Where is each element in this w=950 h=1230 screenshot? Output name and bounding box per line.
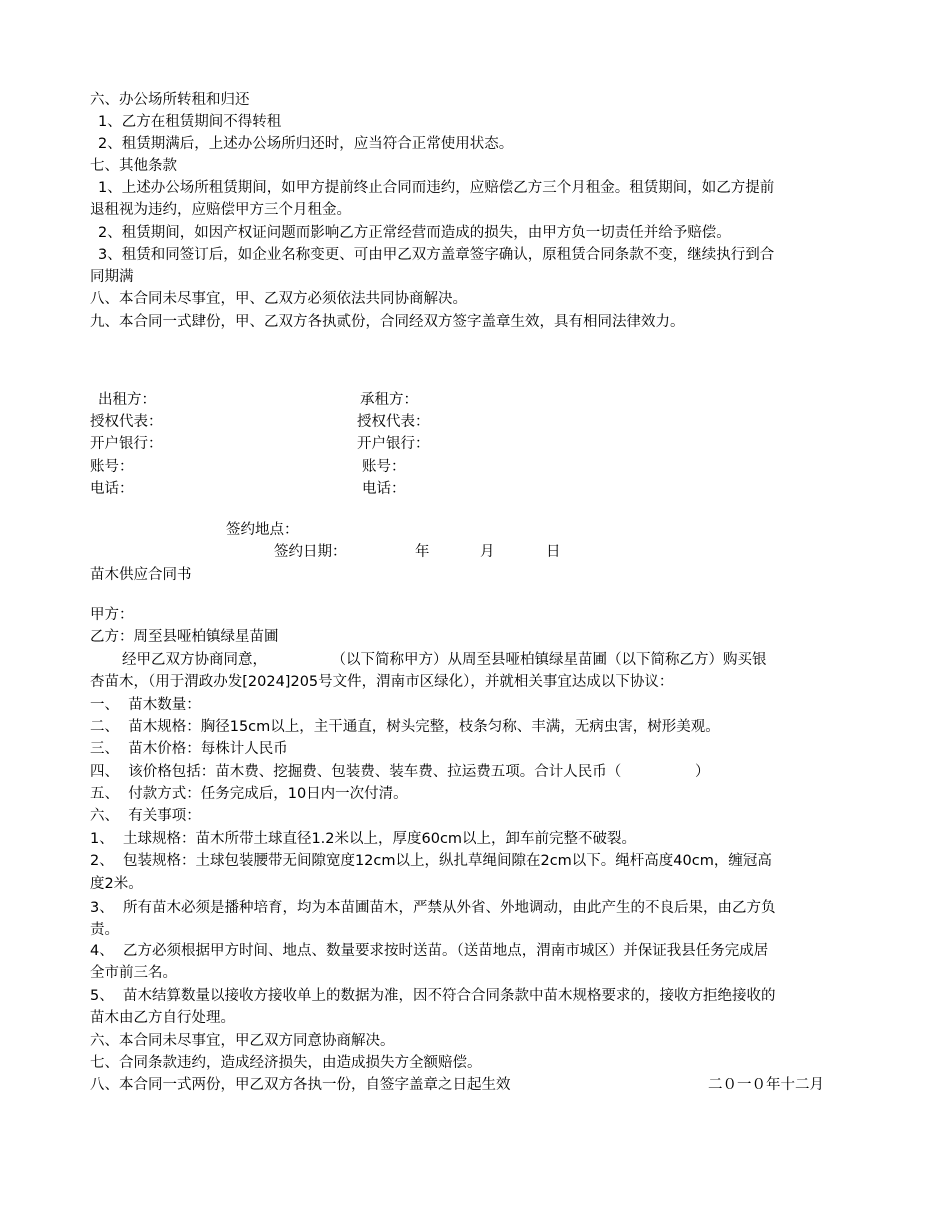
party-b: 乙方：周至县哑柏镇绿星苗圃 (90, 629, 279, 645)
clause-8: 七、合同条款违约，造成经济损失，由造成损失方全额赔偿。 (90, 1055, 482, 1071)
section-7-item-1-cont: 退租视为违约，应赔偿甲方三个月租金。 (90, 202, 351, 218)
section-8: 八、本合同未尽事宜，甲、乙双方必须依法共同协商解决。 (90, 291, 467, 307)
clause-4: 四、 该价格包括：苗木费、挖掘费、包装费、装车费、拉运费五项。合计人民币（ ） (90, 764, 710, 780)
section-7-item-1: 1、上述办公场所租赁期间，如甲方提前终止合同而违约，应赔偿乙方三个月租金。租赁期间，如乙方提前 (98, 180, 775, 196)
section-6-title: 六、办公场所转租和归还 (90, 92, 250, 108)
phone-right-label: 电话： (362, 481, 406, 497)
clause-6-item-5: 5、 苗木结算数量以接收方接收单上的数据为准，因不符合合同条款中苗木规格要求的，接收方拒绝接收的 (90, 988, 776, 1004)
section-7-item-2: 2、租赁期间，如因产权证问题而影响乙方正常经营而造成的损失，由甲方负一切责任并给予赔偿。 (98, 225, 731, 241)
sign-place-label: 签约地点： (226, 522, 299, 538)
section-6-item-2: 2、租赁期满后，上述办公场所归还时，应当符合正常使用状态。 (98, 136, 514, 152)
section-7-item-3: 3、租赁和同签订后，如企业名称变更、可由甲乙双方盖章签字确认，原租赁合同条款不变，继续执行到合 (98, 247, 775, 263)
day-label: 日 (546, 544, 561, 560)
clause-2: 二、 苗木规格：胸径15cm以上，主干通直，树头完整，枝条匀称、丰满，无病虫害，树形美观。 (90, 719, 720, 735)
month-label: 月 (480, 544, 495, 560)
clause-6-item-2-cont: 度2米。 (90, 876, 143, 892)
clause-6-item-2: 2、 包装规格：土球包装腰带无间隙宽度12cm以上，纵扎草绳间隙在2cm以下。绳杆高度40cm，缠冠高 (90, 853, 772, 869)
year-label: 年 (415, 544, 430, 560)
sign-date-label: 签约日期： (274, 544, 347, 560)
clause-6-item-4-cont: 全市前三名。 (90, 965, 177, 981)
clause-7: 六、本合同未尽事宜，甲乙双方同意协商解决。 (90, 1033, 395, 1049)
section-6-item-1: 1、乙方在租赁期间不得转租 (98, 114, 282, 130)
section-7-title: 七、其他条款 (90, 158, 177, 174)
account-left-label: 账号： (90, 459, 134, 475)
clause-6: 六、 有关事项： (90, 808, 201, 824)
intro-paragraph-cont: 杏苗木，（用于渭政办发[2024]205号文件，渭南市区绿化），并就相关事宜达成以下协议： (90, 674, 674, 690)
bank-left-label: 开户银行： (90, 436, 163, 452)
phone-left-label: 电话： (90, 481, 134, 497)
clause-6-item-3-cont: 责。 (90, 922, 119, 938)
clause-6-item-3: 3、 所有苗木必须是播种培育，均为本苗圃苗木，严禁从外省、外地调动，由此产生的不良后果，由乙方负 (90, 900, 776, 916)
clause-9: 八、本合同一式两份，甲乙双方各执一份，自签字盖章之日起生效 (90, 1077, 511, 1093)
clause-3: 三、 苗木价格：每株计人民币 (90, 741, 288, 757)
clause-6-item-1: 1、 土球规格：苗木所带土球直径1.2米以上，厚度60cm以上，卸车前完整不破裂。 (90, 831, 637, 847)
clause-6-item-4: 4、 乙方必须根据甲方时间、地点、数量要求按时送苗。（送苗地点，渭南市城区）并保证我县任务完成居 (90, 943, 769, 959)
bank-right-label: 开户银行： (357, 436, 430, 452)
lessor-label: 出租方： (98, 392, 156, 408)
lessee-label: 承租方： (360, 392, 418, 408)
clause-6-item-5-cont: 苗木由乙方自行处理。 (90, 1010, 235, 1026)
party-a: 甲方： (90, 607, 134, 623)
account-right-label: 账号： (362, 459, 406, 475)
clause-1: 一、 苗木数量： (90, 697, 201, 713)
rep-right-label: 授权代表： (357, 414, 430, 430)
seedling-contract-title: 苗木供应合同书 (90, 567, 192, 583)
section-7-item-3-cont: 同期满 (90, 269, 134, 285)
clause-5: 五、 付款方式：任务完成后，10日内一次付清。 (90, 786, 408, 802)
section-9: 九、本合同一式肆份，甲、乙双方各执贰份，合同经双方签字盖章生效，具有相同法律效力。 (90, 314, 685, 330)
contract-date: 二０一０年十二月 (708, 1077, 824, 1093)
intro-paragraph: 经甲乙双方协商同意， （以下简称甲方）从周至县哑柏镇绿星苗圃（以下简称乙方）购买银 (122, 652, 767, 668)
rep-left-label: 授权代表： (90, 414, 163, 430)
